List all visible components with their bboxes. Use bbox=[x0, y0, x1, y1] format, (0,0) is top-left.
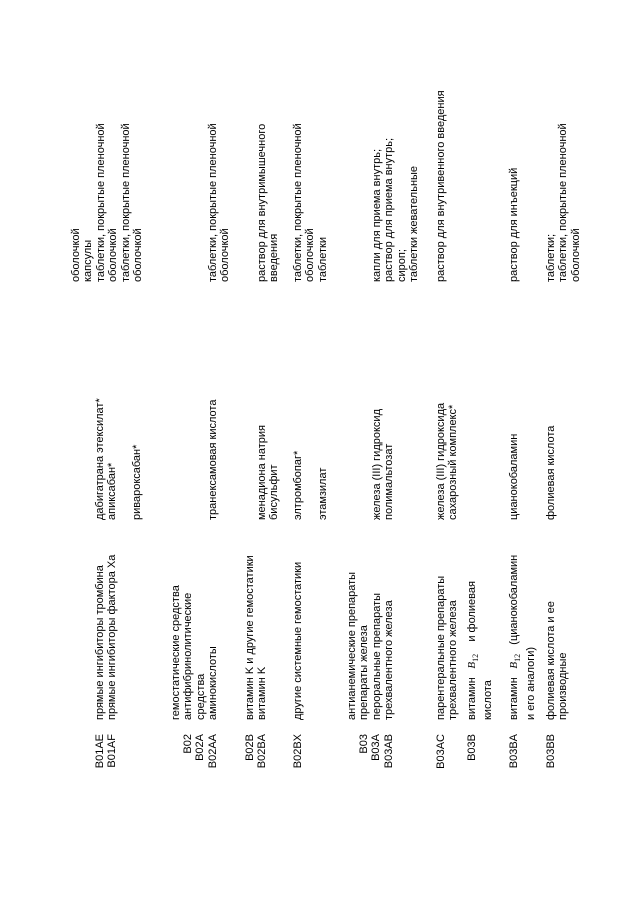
drug-name-cell: элтромбопаг* этамзилат bbox=[292, 450, 329, 520]
group-name-cell: гемостатические средства антифибринолитические средства bbox=[170, 585, 207, 720]
b12-symbol: $B_{12}$ bbox=[508, 653, 523, 669]
dosage-form-cell: раствор для внутривенного введения bbox=[435, 90, 447, 282]
atc-code-cell: B03 B03A B03AB bbox=[358, 734, 395, 769]
drug-name-cell: дабигатрана этексилат* апиксабан* ривароксабан* bbox=[94, 398, 144, 520]
dosage-form-cell: раствор для инъекций bbox=[508, 167, 520, 282]
atc-code-cell: B03AC B03B bbox=[435, 734, 478, 769]
dosage-form-cell: раствор для внутримышечного введения bbox=[256, 123, 281, 282]
dosage-form-cell: таблетки, покрытые пленочной оболочкой таблетки bbox=[292, 123, 329, 282]
group-name-cell: парентеральные препараты трехвалентного железа витамин $B_{12}$ и фолиевая кислота bbox=[435, 440, 495, 720]
atc-code-cell: B03BB bbox=[545, 734, 557, 769]
b12-symbol: $B_{12}$ bbox=[465, 653, 480, 669]
dosage-form-cell: таблетки, покрытые пленочной оболочкой bbox=[207, 123, 232, 282]
atc-code-cell: B02B B02BA bbox=[244, 734, 269, 769]
vitamin-b12-cyano-label: витамин $B_{12}$ (цианокобаламин bbox=[508, 554, 523, 720]
atc-code-cell: B02 B02A bbox=[182, 734, 207, 761]
drug-name-cell: транексамовая кислота bbox=[207, 399, 219, 520]
atc-code-cell: B01AE B01AF bbox=[94, 734, 119, 769]
vitamin-b12-folic-label: витамин $B_{12}$ и фолиевая bbox=[465, 581, 480, 720]
drug-name-cell: фолиевая кислота bbox=[545, 425, 557, 520]
group-name-cell: фолиевая кислота и ее производные bbox=[545, 601, 570, 720]
group-name-cell: прямые ингибиторы тромбина прямые ингибиторы фактора Xa bbox=[94, 554, 119, 720]
dosage-form-cell: таблетки; таблетки, покрытые пленочной оболочкой bbox=[545, 123, 582, 282]
dosage-form-cell: капли для приема внутрь; раствор для приема внутрь; сироп; таблетки жевательные bbox=[370, 137, 421, 282]
group-name-cell: витамин $B_{12}$ (цианокобаламин и его аналоги) bbox=[508, 440, 537, 720]
group-name-cell: аминокислоты bbox=[207, 646, 219, 720]
drug-name-cell: менадиона натрия бисульфит bbox=[256, 424, 281, 520]
atc-code-cell: B02AA bbox=[207, 734, 219, 769]
group-name-cell: другие системные гемостатики bbox=[292, 561, 304, 720]
group-name-cell: витамин K и другие гемостатики витамин K bbox=[244, 555, 269, 720]
drug-name-cell: железа (III) гидроксид полимальтозат bbox=[370, 409, 396, 520]
group-name-cell: антианемические препараты препараты железа пероральные препараты трехвалентного железа bbox=[346, 571, 396, 720]
drug-name-cell: цианокобаламин bbox=[508, 433, 520, 520]
dosage-form-cell: оболочкой капсулы таблетки, покрытые пленочной оболочкой таблетки, покрытые пленочной оболочкой bbox=[70, 123, 145, 282]
drug-name-cell: железа (III) гидроксида сахарозный комплекс* bbox=[435, 402, 460, 520]
atc-code-cell: B02BX bbox=[292, 734, 304, 769]
atc-code-cell: B03BA bbox=[508, 734, 520, 769]
